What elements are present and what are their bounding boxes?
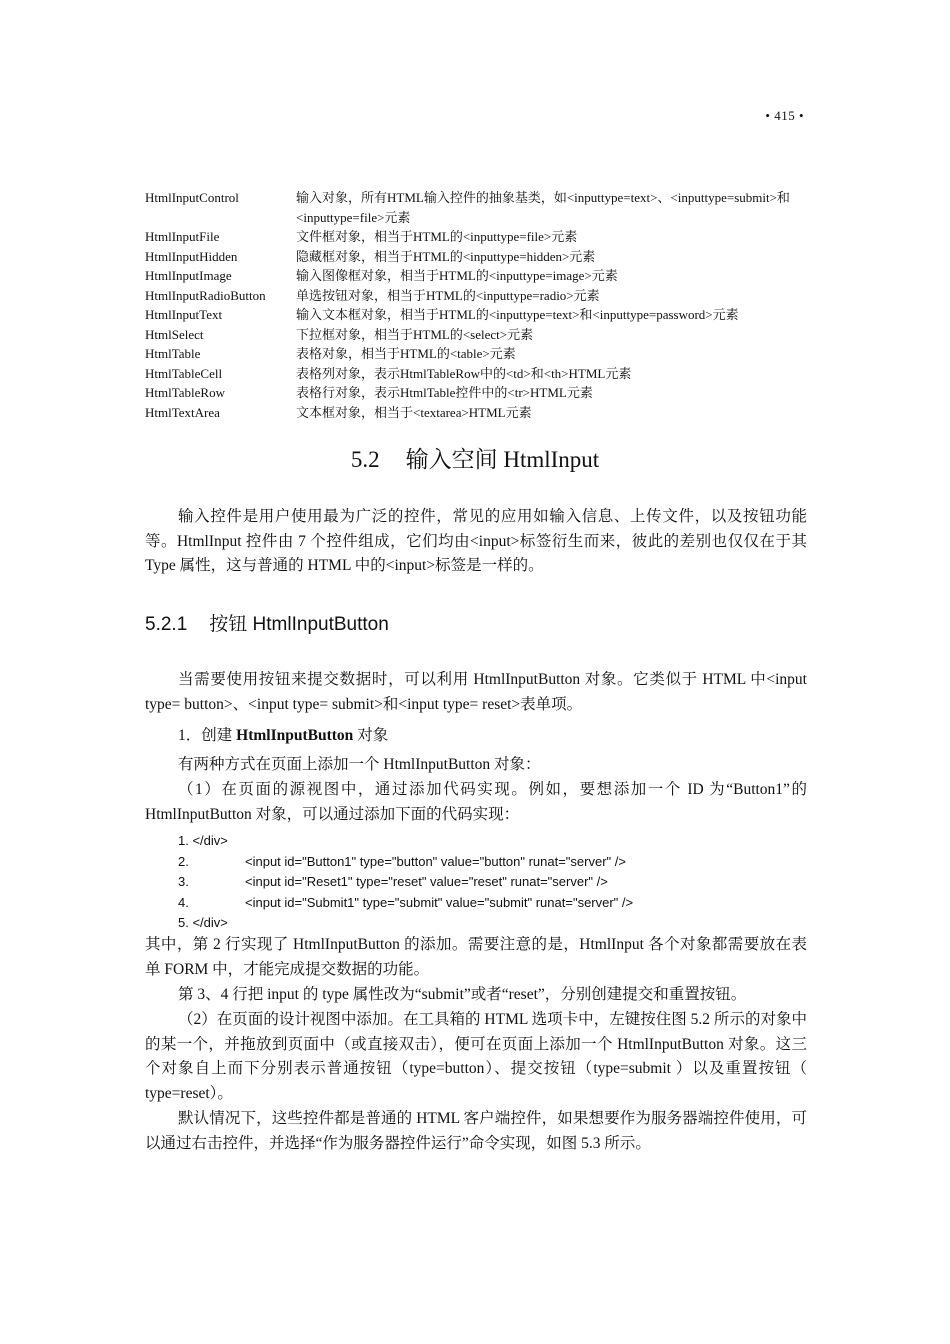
definition-description: 表格列对象，表示HtmlTableRow中的<td>和<th>HTML元素 [296, 365, 632, 381]
section-title [0, 443, 950, 477]
code-line-number: 4. [178, 894, 189, 910]
definition-row [145, 188, 810, 227]
step-intro-paragraph: 有两种方式在页面上添加一个 HtmlInputButton 对象： [178, 756, 541, 773]
intro-paragraph: 输入控件是用户使用最为广泛的控件，常见的应用如输入信息、上传文件，以及按钮功能等。HtmlInput 控件由 7 个控件组成，它们均由<input>标签衍生而来，彼此的差别也仅仅在于其 Type 属性，这与普通的 HTML 中的<input>标签是一样的。 [145, 508, 807, 575]
definition-description: 表格行对象，表示HtmlTable控件中的<tr>HTML元素 [296, 385, 593, 400]
definition-term: HtmlInputControl [145, 190, 239, 205]
definition-row [145, 305, 810, 325]
code-line [178, 831, 818, 852]
step-bold-term: HtmlInputButton [236, 727, 354, 744]
step-heading [178, 724, 388, 748]
code-line [178, 872, 818, 893]
definition-row [145, 247, 810, 267]
final-paragraph: 默认情况下，这些控件都是普通的 HTML 客户端控件，如果想要作为服务器端控件使用，可以通过右击控件，并选择“作为服务器控件运行”命令实现，如图 5.3 所示。 [145, 1110, 807, 1152]
definition-description: 输入对象，所有HTML输入控件的抽象基类，如<inputtype=text>、<inputtype=submit>和<inputtype=file>元素 [296, 190, 790, 225]
code-line-text: <input id="Button1" type="button" value="button" runat="server" /> [245, 853, 626, 869]
subsection-heading-text: 按钮 HtmlInputButton [209, 614, 389, 635]
code-line-text: </div> [192, 833, 228, 848]
definition-row [145, 344, 810, 364]
code-line-text: <input id="Submit1" type="submit" value="submit" runat="server" /> [245, 894, 634, 910]
definition-term: HtmlInputHidden [145, 248, 238, 264]
definition-row [145, 383, 810, 403]
method-1-paragraph: （1）在页面的源视图中，通过添加代码实现。例如，要想添加一个 ID 为“Button1”的 HtmlInputButton 对象，可以通过添加下面的代码实现： [145, 781, 807, 823]
code-line-text: </div> [192, 915, 228, 931]
section-heading-text: 输入空间 HtmlInput [405, 447, 600, 472]
code-line [178, 852, 818, 873]
definition-term: HtmlTableCell [145, 365, 223, 381]
definition-term: HtmlTableRow [145, 385, 225, 400]
subsection-paragraph: 当需要使用按钮来提交数据时，可以利用 HtmlInputButton 对象。它类似于 HTML 中<input type= button>、<input type= submit>和<input type= reset>表单项。 [145, 671, 807, 713]
code-line-text: <input id="Reset1" type="reset" value="reset" runat="server" /> [245, 874, 608, 890]
page-number: • 415 • [765, 108, 804, 123]
definition-description: 输入图像框对象，相当于HTML的<inputtype=image>元素 [296, 268, 618, 283]
code-line-number: 5. [178, 915, 193, 931]
definition-row [145, 325, 810, 345]
step-number: 1． [178, 727, 202, 744]
definition-term: HtmlSelect [145, 326, 204, 342]
definition-row [145, 403, 810, 423]
definition-description: 文本框对象，相当于<textarea>HTML元素 [296, 404, 532, 420]
definition-term: HtmlTable [145, 346, 201, 361]
step-prefix: 创建 [201, 727, 237, 744]
code-line [178, 913, 818, 934]
step-suffix: 对象 [353, 727, 389, 744]
method-2-paragraph: （2）在页面的设计视图中添加。在工具箱的 HTML 选项卡中，左键按住图 5.2 所示的对象中的某一个，并拖放到页面中（或直接双击），便可在页面上添加一个 HtmlInputButton 对象。这三个对象自上而下分别表示普通按钮（type=button）、提交按钮（type=submit ）以及重置按钮（ type=reset）。 [145, 1011, 807, 1102]
definition-row [145, 286, 810, 306]
definition-row [145, 266, 810, 286]
definition-row [145, 227, 810, 247]
definition-term: HtmlInputText [145, 307, 223, 322]
code-line [178, 893, 818, 914]
code-block [178, 831, 818, 934]
code-line-number: 3. [178, 874, 189, 890]
definition-term: HtmlInputImage [145, 268, 232, 283]
definition-term: HtmlTextArea [145, 404, 220, 420]
definition-term: HtmlInputRadioButton [145, 287, 266, 303]
code-line-number: 1. [178, 833, 193, 848]
subsection-title [145, 610, 389, 640]
after-code-paragraph-2: 第 3、4 行把 input 的 type 属性改为“submit”或者“reset”，分别创建提交和重置按钮。 [178, 986, 747, 1003]
definition-description: 隐藏框对象，相当于HTML的<inputtype=hidden>元素 [296, 248, 596, 264]
after-code-paragraph-1: 其中，第 2 行实现了 HtmlInputButton 的添加。需要注意的是，HtmlInput 各个对象都需要放在表单 FORM 中，才能完成提交数据的功能。 [145, 936, 807, 978]
definition-description: 表格对象，相当于HTML的<table>元素 [296, 346, 516, 361]
definition-row [145, 364, 810, 384]
section-number: 5.2 [350, 447, 380, 472]
definition-description: 下拉框对象，相当于HTML的<select>元素 [296, 326, 534, 342]
code-line-number: 2. [178, 853, 189, 869]
definition-description: 单选按钮对象，相当于HTML的<inputtype=radio>元素 [296, 287, 600, 303]
definition-term: HtmlInputFile [145, 229, 220, 244]
definition-list [145, 188, 810, 422]
definition-description: 输入文本框对象，相当于HTML的<inputtype=text>和<inputtype=password>元素 [296, 307, 739, 322]
subsection-number: 5.2.1 [145, 614, 188, 635]
definition-description: 文件框对象，相当于HTML的<inputtype=file>元素 [296, 229, 578, 244]
